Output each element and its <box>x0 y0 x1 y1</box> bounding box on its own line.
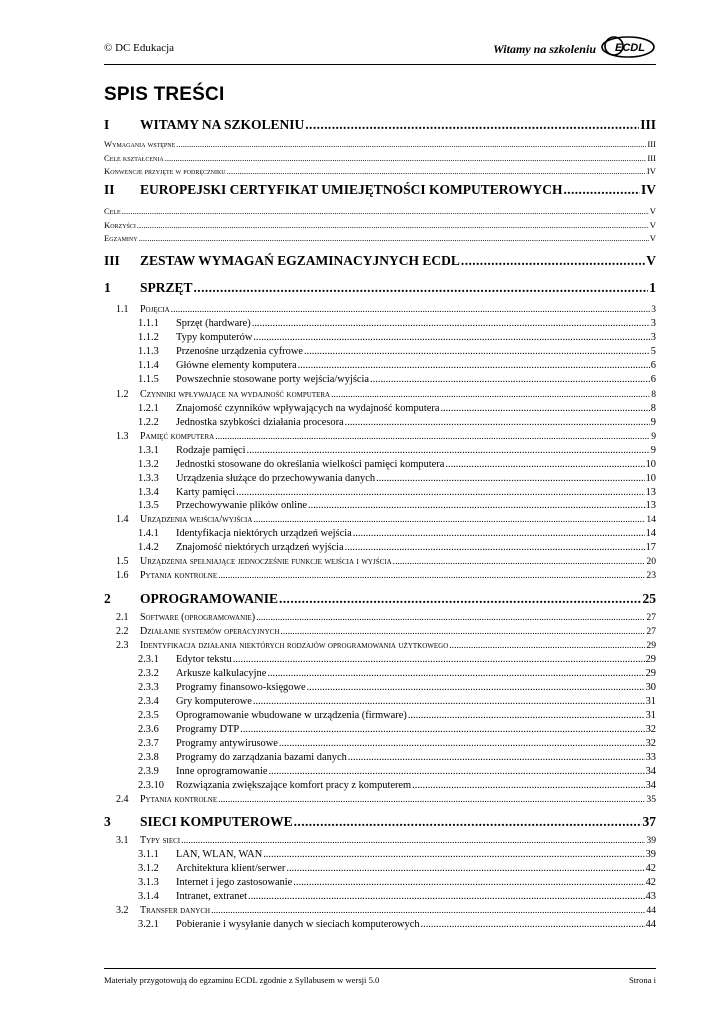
toc-entry-page: 5 <box>650 346 656 357</box>
toc-dot-leader <box>304 346 650 357</box>
toc-entry-number: 1.1.5 <box>138 374 159 385</box>
toc-entry-label: Urządzenia spełniające jednocześnie funkcje wejścia i wyjścia <box>140 556 392 567</box>
toc-entry-page: 43 <box>645 891 656 902</box>
toc-entry-number: 2.3.10 <box>138 780 164 791</box>
header-rule <box>104 64 656 65</box>
toc-dot-leader <box>236 487 644 498</box>
toc-dot-leader <box>252 318 650 329</box>
toc-entry-number: III <box>104 253 120 268</box>
toc-entry-label: Konwencje przyjęte w podręczniku <box>104 166 226 176</box>
toc-entry[interactable] <box>104 500 656 511</box>
toc-entry-label: SPRZĘT <box>140 280 193 295</box>
toc-entry-label: Programy antywirusowe <box>176 738 278 749</box>
toc-dot-leader <box>298 360 650 371</box>
toc-dot-leader <box>194 280 649 296</box>
toc-entry-number: 2.3 <box>116 640 129 651</box>
toc-dot-leader <box>445 459 644 470</box>
toc-dot-leader <box>345 417 650 428</box>
toc-entry-label: Główne elementy komputera <box>176 360 297 371</box>
toc-entry-label: Intranet, extranet <box>176 891 247 902</box>
toc-entry[interactable] <box>104 360 656 371</box>
toc-entry-label: Pytania kontrolne <box>140 794 218 805</box>
toc-entry-label: Typy komputerów <box>176 332 253 343</box>
toc-entry-label: OPROGRAMOWANIE <box>140 591 278 606</box>
toc-entry-page: 29 <box>645 654 656 665</box>
toc-entry-page: 35 <box>646 794 656 805</box>
toc-entry[interactable] <box>104 374 656 385</box>
toc-entry-number: 2.3.3 <box>138 682 159 693</box>
toc-entry-label: Cele <box>104 206 121 216</box>
toc-entry[interactable] <box>104 752 656 763</box>
toc-entry-page: III <box>647 153 656 163</box>
toc-entry[interactable] <box>104 612 656 623</box>
toc-dot-leader <box>267 668 644 679</box>
toc-dot-leader <box>253 332 649 343</box>
toc-dot-leader <box>218 794 645 805</box>
toc-entry-label: WITAMY NA SZKOLENIU <box>140 117 305 132</box>
toc-entry-page: 44 <box>646 905 656 916</box>
toc-entry[interactable] <box>104 654 656 665</box>
toc-entry[interactable] <box>104 626 656 637</box>
toc-entry-label: Programy finansowo-księgowe <box>176 682 306 693</box>
toc-entry-number: 1.4.2 <box>138 542 159 553</box>
toc-entry-number: 1.2 <box>116 389 129 400</box>
toc-entry-number: 3.1.4 <box>138 891 159 902</box>
toc-entry[interactable] <box>104 220 656 230</box>
toc-entry-number: 1.3 <box>116 431 129 442</box>
page-title: SPIS TREŚCI <box>104 84 225 105</box>
toc-dot-leader <box>305 117 639 133</box>
toc-entry[interactable] <box>104 849 656 860</box>
toc-entry-page: 31 <box>645 696 656 707</box>
toc-entry-page: IV <box>646 166 656 176</box>
footer-note: Materiały przygotowują do egzaminu ECDL zgodnie z Syllabusem w wersji 5.0 <box>104 975 380 985</box>
toc-entry-page: V <box>646 253 656 268</box>
toc-entry-label: Identyfikacja działania niektórych rodzajów oprogramowania użytkowego <box>140 640 449 651</box>
toc-entry-number: 3.1.2 <box>138 863 159 874</box>
toc-dot-leader <box>331 389 650 400</box>
toc-entry-label: Cele kształcenia <box>104 153 164 163</box>
toc-entry-number: 2.3.7 <box>138 738 159 749</box>
toc-entry[interactable] <box>104 640 656 651</box>
toc-entry-page: 27 <box>646 626 656 637</box>
toc-entry-page: 34 <box>645 766 656 777</box>
toc-dot-leader <box>122 206 649 216</box>
toc-entry-page: V <box>649 206 656 216</box>
toc-entry-number: I <box>104 117 110 132</box>
page-header <box>104 42 656 60</box>
toc-entry-page: 37 <box>642 814 656 829</box>
toc-dot-leader <box>440 403 649 414</box>
toc-entry[interactable] <box>104 696 656 707</box>
toc-dot-leader <box>253 696 645 707</box>
toc-entry-number: 1.3.5 <box>138 500 159 511</box>
toc-entry-number: 2.3.8 <box>138 752 159 763</box>
toc-entry[interactable] <box>104 724 656 735</box>
toc-entry-label: Pobieranie i wysyłanie danych w sieciach komputerowych <box>176 919 420 930</box>
toc-dot-leader <box>215 431 650 442</box>
toc-entry[interactable] <box>104 591 656 607</box>
toc-entry-number: 2.3.6 <box>138 724 159 735</box>
toc-dot-leader <box>449 640 645 651</box>
toc-entry-page: 6 <box>650 374 656 385</box>
toc-entry-page: 3 <box>651 304 656 315</box>
toc-entry-number: 3.1.3 <box>138 877 159 888</box>
toc-entry-page: 29 <box>645 668 656 679</box>
header-section-title: Witamy na szkoleniu <box>493 42 596 56</box>
toc-entry[interactable] <box>104 332 656 343</box>
toc-entry[interactable] <box>104 139 656 149</box>
toc-entry-page: 29 <box>646 640 656 651</box>
toc-entry-number: 1 <box>104 280 111 295</box>
toc-entry-label: Gry komputerowe <box>176 696 252 707</box>
toc-entry[interactable] <box>104 542 656 553</box>
toc-entry-label: Inne oprogramowanie <box>176 766 268 777</box>
toc-dot-leader <box>279 591 642 607</box>
toc-entry-label: EUROPEJSKI CERTYFIKAT UMIEJĘTNOŚCI KOMPUTEROWYCH <box>140 182 563 197</box>
toc-dot-leader <box>211 905 645 916</box>
toc-entry-label: LAN, WLAN, WAN <box>176 849 263 860</box>
toc-dot-leader <box>176 139 646 149</box>
toc-dot-leader <box>268 766 644 777</box>
toc-entry-number: 2.3.9 <box>138 766 159 777</box>
toc-entry[interactable] <box>104 206 656 216</box>
toc-dot-leader <box>233 654 645 665</box>
toc-entry-page: 13 <box>645 487 656 498</box>
toc-entry[interactable] <box>104 794 656 805</box>
toc-entry[interactable] <box>104 389 656 400</box>
toc-entry-number: 1.1.3 <box>138 346 159 357</box>
toc-entry[interactable] <box>104 346 656 357</box>
toc-entry-page: 14 <box>646 514 656 525</box>
toc-entry-number: II <box>104 182 115 197</box>
ecdl-logo-icon <box>600 34 656 58</box>
toc-entry-page: 13 <box>645 500 656 511</box>
toc-entry-page: 9 <box>650 445 656 456</box>
toc-entry[interactable] <box>104 182 656 198</box>
toc-entry-page: 10 <box>645 473 656 484</box>
toc-entry-label: Powszechnie stosowane porty wejścia/wyjścia <box>176 374 370 385</box>
toc-entry-number: 2.3.4 <box>138 696 159 707</box>
toc-entry-number: 3 <box>104 814 111 829</box>
toc-dot-leader <box>286 863 644 874</box>
toc-entry-number: 2.3.1 <box>138 654 159 665</box>
toc-entry-page: 27 <box>646 612 656 623</box>
toc-entry[interactable] <box>104 766 656 777</box>
toc-dot-leader <box>263 849 644 860</box>
toc-entry-page: 34 <box>645 780 656 791</box>
toc-dot-leader <box>137 220 649 230</box>
toc-entry[interactable] <box>104 919 656 930</box>
toc-entry-label: Jednostki stosowane do określania wielkości pamięci komputera <box>176 459 445 470</box>
toc-entry-page: 10 <box>645 459 656 470</box>
toc-dot-leader <box>253 514 645 525</box>
toc-entry[interactable] <box>104 253 656 269</box>
toc-entry[interactable] <box>104 710 656 721</box>
toc-entry[interactable] <box>104 514 656 525</box>
toc-entry-number: 1.2.2 <box>138 417 159 428</box>
toc-entry-label: Korzyści <box>104 220 136 230</box>
toc-entry[interactable] <box>104 487 656 498</box>
toc-entry-page: 3 <box>650 332 656 343</box>
toc-entry[interactable] <box>104 570 656 581</box>
toc-entry-page: 20 <box>646 556 656 567</box>
toc-entry[interactable] <box>104 117 656 133</box>
toc-dot-leader <box>139 233 649 243</box>
toc-entry-page: 9 <box>651 431 656 442</box>
toc-entry-number: 1.1 <box>116 304 129 315</box>
toc-dot-leader <box>240 724 644 735</box>
toc-entry-number: 1.3.1 <box>138 445 159 456</box>
toc-entry[interactable] <box>104 445 656 456</box>
toc-entry-label: Działanie systemów operacyjnych <box>140 626 280 637</box>
toc-dot-leader <box>294 814 642 830</box>
toc-entry-number: 2.2 <box>116 626 129 637</box>
toc-dot-leader <box>181 835 645 846</box>
toc-dot-leader <box>563 182 640 198</box>
toc-entry-label: Jednostka szybkości działania procesora <box>176 417 344 428</box>
toc-entry-page: V <box>649 233 656 243</box>
toc-entry[interactable] <box>104 835 656 846</box>
toc-dot-leader <box>348 752 645 763</box>
toc-entry-number: 3.1.1 <box>138 849 159 860</box>
toc-dot-leader <box>280 626 645 637</box>
toc-entry[interactable] <box>104 304 656 315</box>
toc-dot-leader <box>376 473 645 484</box>
toc-entry-page: 44 <box>645 919 656 930</box>
toc-entry-label: Czynniki wpływające na wydajność komputera <box>140 389 331 400</box>
toc-entry-page: 1 <box>649 280 656 295</box>
toc-entry-label: Przenośne urządzenia cyfrowe <box>176 346 303 357</box>
svg-text:ECDL: ECDL <box>615 42 645 54</box>
toc-entry[interactable] <box>104 668 656 679</box>
toc-entry[interactable] <box>104 318 656 329</box>
toc-entry-number: 2 <box>104 591 111 606</box>
toc-entry[interactable] <box>104 780 656 791</box>
toc-entry-label: Pamięć komputera <box>140 431 215 442</box>
toc-dot-leader <box>412 780 644 791</box>
toc-entry-label: Arkusze kalkulacyjne <box>176 668 267 679</box>
toc-entry-number: 1.1.2 <box>138 332 159 343</box>
toc-entry-label: Pytania kontrolne <box>140 570 218 581</box>
toc-dot-leader <box>247 445 650 456</box>
toc-entry-label: Egzaminy <box>104 233 138 243</box>
toc-entry-number: 1.3.3 <box>138 473 159 484</box>
toc-dot-leader <box>171 304 651 315</box>
footer-page-number: Strona i <box>629 975 656 985</box>
toc-entry-label: Architektura klient/serwer <box>176 863 286 874</box>
toc-entry-page: 32 <box>645 738 656 749</box>
toc-entry-label: Identyfikacja niektórych urządzeń wejścia <box>176 528 352 539</box>
toc-entry-number: 2.4 <box>116 794 129 805</box>
toc-entry[interactable] <box>104 417 656 428</box>
toc-dot-leader <box>256 612 645 623</box>
toc-entry-label: Oprogramowanie wbudowane w urządzenia (firmware) <box>176 710 407 721</box>
toc-entry-page: 42 <box>645 863 656 874</box>
toc-entry-page: V <box>649 220 656 230</box>
toc-entry-label: Rozwiązania zwiększające komfort pracy z komputerem <box>176 780 412 791</box>
toc-entry-number: 3.2.1 <box>138 919 159 930</box>
toc-dot-leader <box>421 919 645 930</box>
toc-entry-page: 30 <box>645 682 656 693</box>
toc-entry-number: 1.1.4 <box>138 360 159 371</box>
toc-entry-page: III <box>640 117 656 132</box>
toc-entry-label: SIECI KOMPUTEROWE <box>140 814 293 829</box>
toc-entry-page: 8 <box>650 403 656 414</box>
toc-entry[interactable] <box>104 153 656 163</box>
toc-entry-page: 39 <box>646 835 656 846</box>
toc-dot-leader <box>227 166 646 176</box>
toc-entry-page: IV <box>640 182 656 197</box>
toc-entry-label: Software (oprogramowanie) <box>140 612 256 623</box>
toc-entry[interactable] <box>104 891 656 902</box>
toc-entry-label: Programy do zarządzania bazami danych <box>176 752 347 763</box>
toc-entry-page: 14 <box>645 528 656 539</box>
toc-entry-number: 1.4.1 <box>138 528 159 539</box>
toc-entry-label: Typy sieci <box>140 835 181 846</box>
toc-dot-leader <box>370 374 650 385</box>
toc-entry-label: Internet i jego zastosowanie <box>176 877 293 888</box>
toc-entry-number: 1.5 <box>116 556 129 567</box>
toc-entry-label: Urządzenia wejścia/wyjścia <box>140 514 253 525</box>
toc-dot-leader <box>279 738 645 749</box>
toc-entry-number: 1.3.2 <box>138 459 159 470</box>
toc-entry-number: 1.4 <box>116 514 129 525</box>
toc-entry-label: Pojęcia <box>140 304 170 315</box>
toc-entry-label: Wymagania wstępne <box>104 139 176 149</box>
toc-entry-number: 2.3.2 <box>138 668 159 679</box>
toc-entry[interactable] <box>104 473 656 484</box>
toc-entry-page: 31 <box>645 710 656 721</box>
toc-dot-leader <box>408 710 645 721</box>
toc-entry-label: ZESTAW WYMAGAŃ EGZAMINACYJNYCH ECDL <box>140 253 460 268</box>
toc-dot-leader <box>218 570 645 581</box>
toc-entry-number: 3.2 <box>116 905 129 916</box>
toc-entry-page: 23 <box>646 570 656 581</box>
toc-entry-number: 1.1.1 <box>138 318 159 329</box>
toc-entry[interactable] <box>104 863 656 874</box>
toc-entry[interactable] <box>104 166 656 176</box>
toc-entry[interactable] <box>104 403 656 414</box>
toc-entry-page: 3 <box>650 318 656 329</box>
toc-entry-page: 6 <box>650 360 656 371</box>
toc-entry[interactable] <box>104 877 656 888</box>
toc-entry[interactable] <box>104 905 656 916</box>
toc-dot-leader <box>308 500 645 511</box>
toc-entry-page: 33 <box>645 752 656 763</box>
toc-entry-page: 17 <box>645 542 656 553</box>
header-copyright: © DC Edukacja <box>104 42 175 54</box>
toc-dot-leader <box>353 528 645 539</box>
toc-entry[interactable] <box>104 431 656 442</box>
toc-entry[interactable] <box>104 814 656 830</box>
toc-entry[interactable] <box>104 528 656 539</box>
toc-dot-leader <box>307 682 645 693</box>
toc-entry-page: 42 <box>645 877 656 888</box>
footer-rule <box>104 968 656 969</box>
toc-entry-label: Rodzaje pamięci <box>176 445 246 456</box>
toc-entry-label: Przechowywanie plików online <box>176 500 308 511</box>
toc-dot-leader <box>393 556 646 567</box>
toc-entry-label: Transfer danych <box>140 905 211 916</box>
toc-entry-number: 2.3.5 <box>138 710 159 721</box>
toc-entry-number: 1.2.1 <box>138 403 159 414</box>
toc-entry-page: 25 <box>642 591 656 606</box>
toc-entry-label: Edytor tekstu <box>176 654 232 665</box>
toc-dot-leader <box>345 542 645 553</box>
toc-entry-label: Karty pamięci <box>176 487 236 498</box>
toc-entry-page: 32 <box>645 724 656 735</box>
toc-entry-label: Znajomość niektórych urządzeń wyjścia <box>176 542 344 553</box>
toc-entry-page: 39 <box>645 849 656 860</box>
toc-entry-label: Programy DTP <box>176 724 240 735</box>
toc-entry-page: III <box>647 139 656 149</box>
toc-entry-label: Znajomość czynników wpływających na wydajność komputera <box>176 403 440 414</box>
toc-entry[interactable] <box>104 682 656 693</box>
toc-entry-number: 2.1 <box>116 612 129 623</box>
toc-entry[interactable] <box>104 280 656 296</box>
toc-entry-label: Urządzenia służące do przechowywania danych <box>176 473 376 484</box>
toc-entry-page: 8 <box>651 389 656 400</box>
toc-entry-page: 9 <box>650 417 656 428</box>
toc-dot-leader <box>165 153 647 163</box>
toc-entry[interactable] <box>104 459 656 470</box>
toc-entry-number: 1.3.4 <box>138 487 159 498</box>
toc-entry[interactable] <box>104 233 656 243</box>
toc-entry[interactable] <box>104 738 656 749</box>
toc-entry-number: 3.1 <box>116 835 129 846</box>
toc-entry[interactable] <box>104 556 656 567</box>
toc-dot-leader <box>293 877 644 888</box>
toc-dot-leader <box>461 253 645 269</box>
toc-entry-number: 1.6 <box>116 570 129 581</box>
toc-entry-label: Sprzęt (hardware) <box>176 318 251 329</box>
toc-dot-leader <box>248 891 645 902</box>
